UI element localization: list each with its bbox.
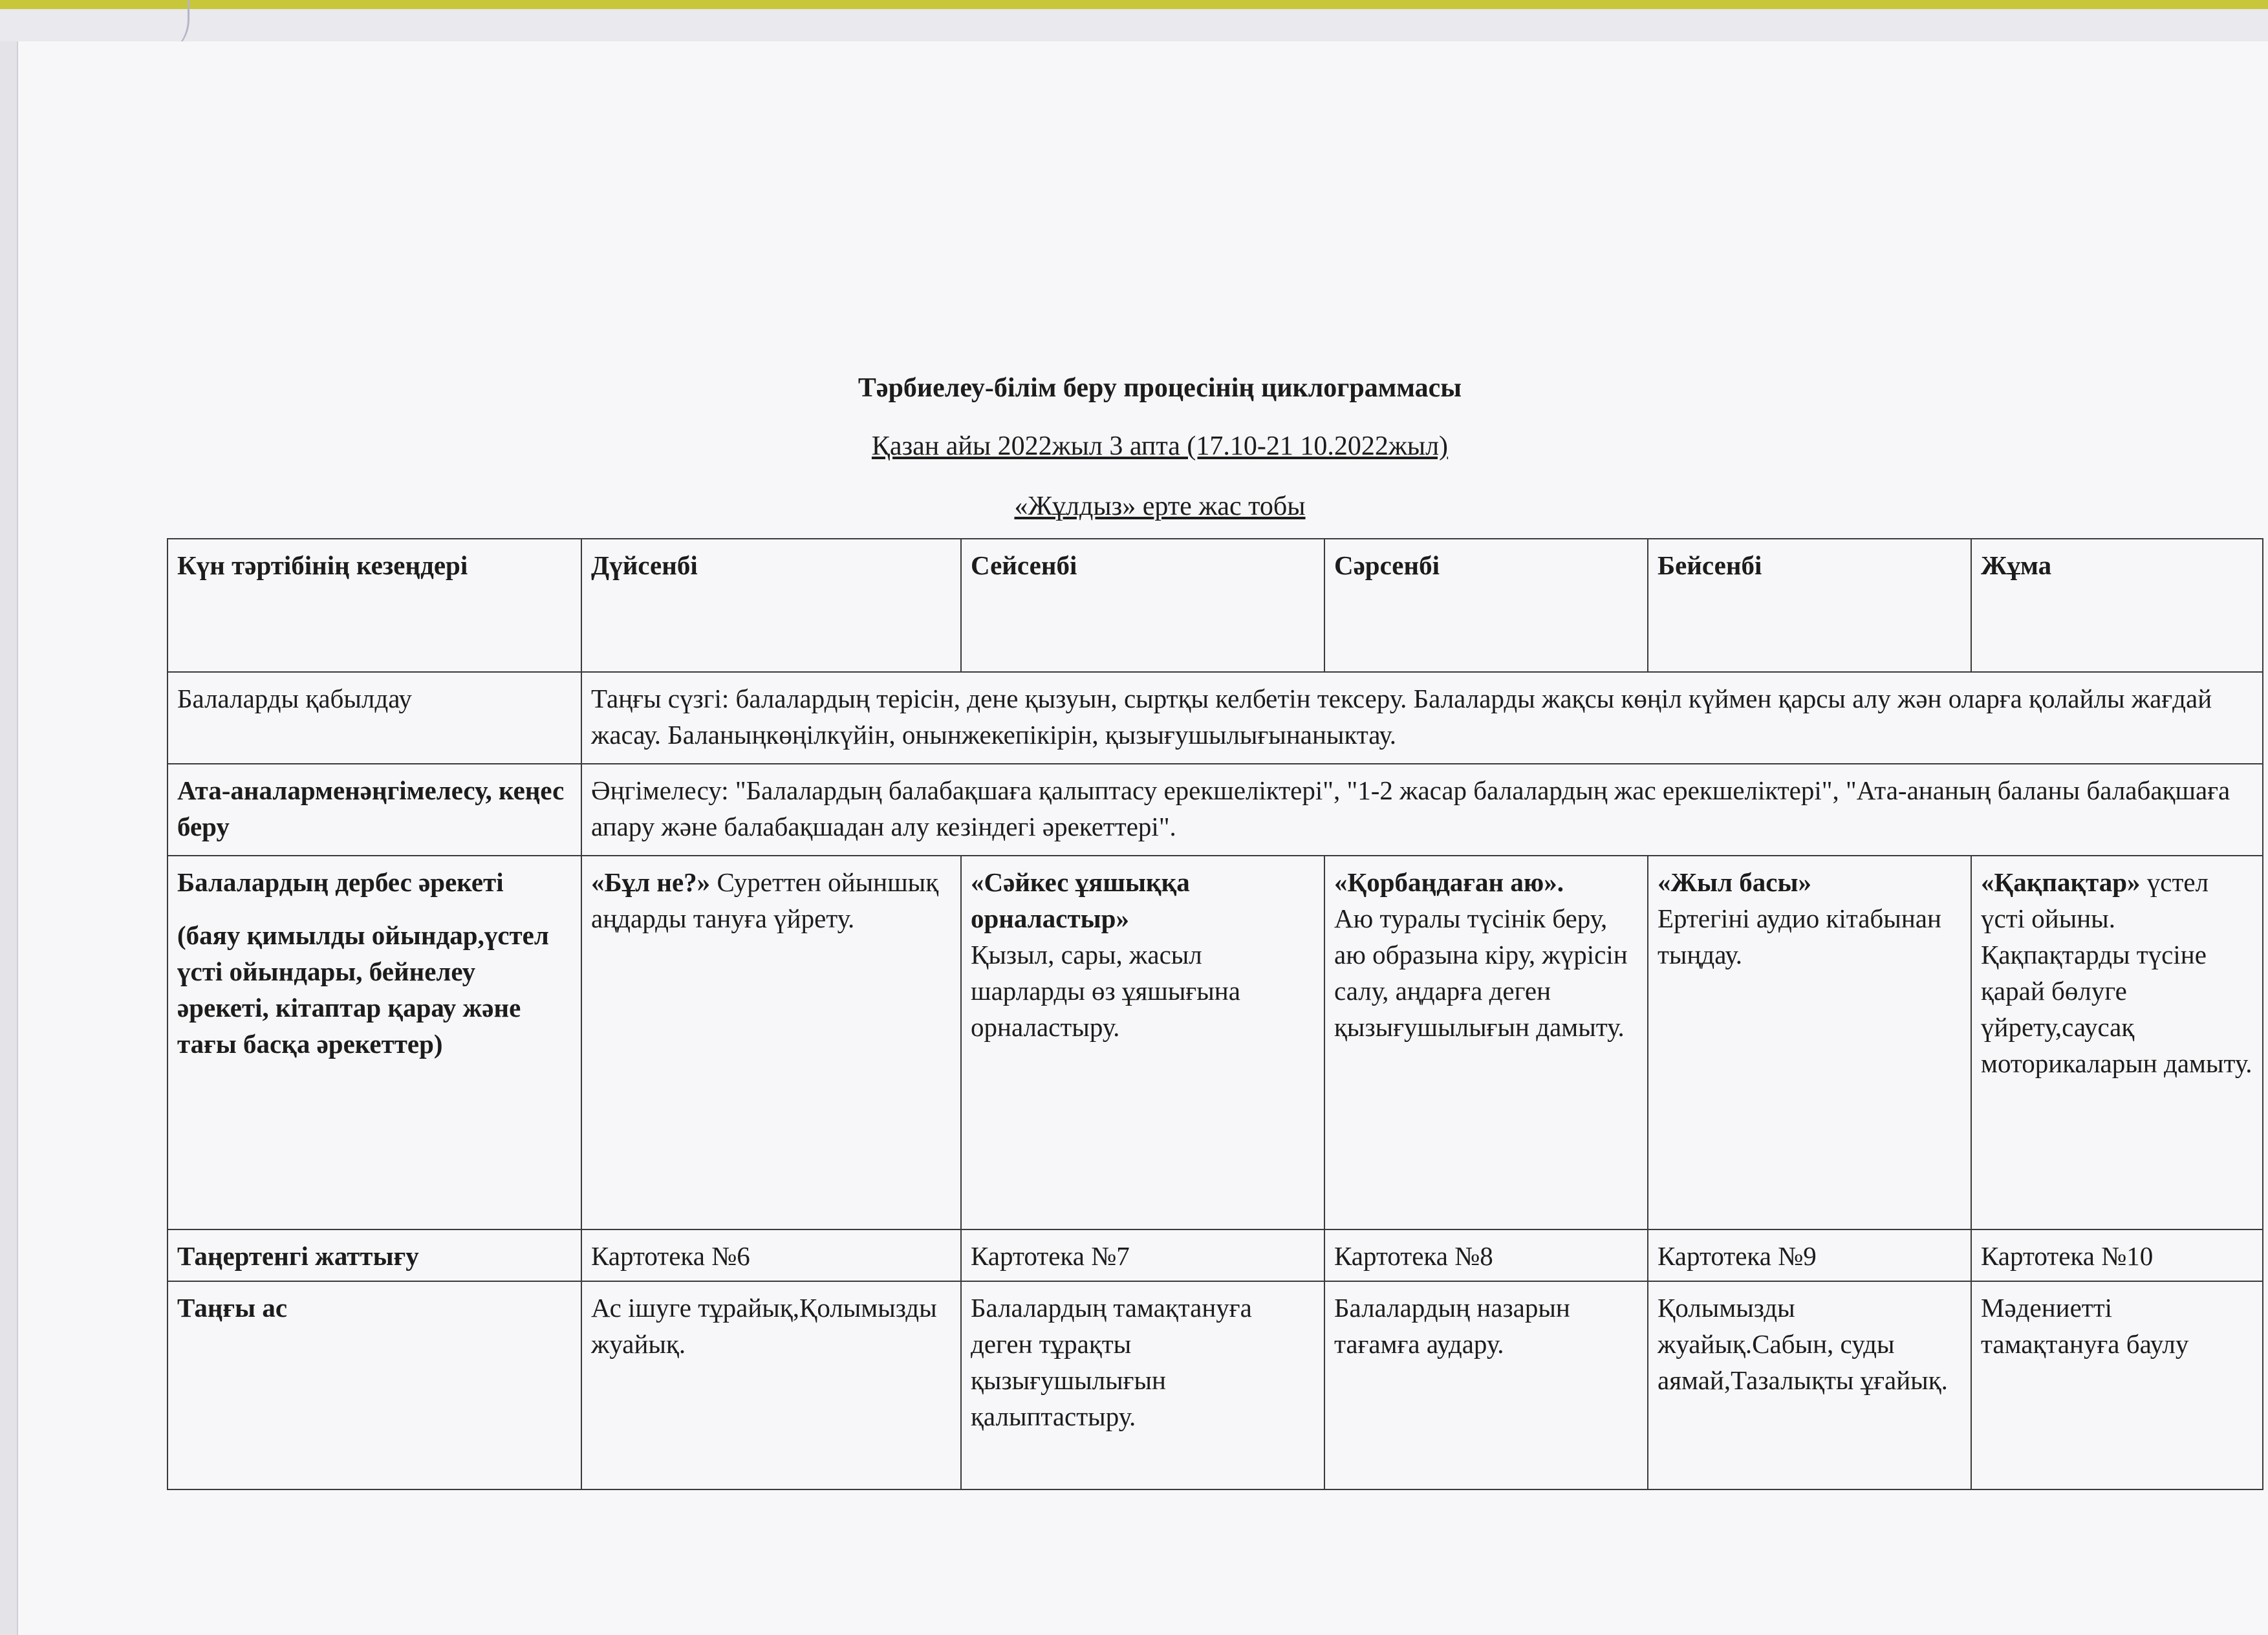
activity-wednesday [1324, 856, 1648, 1229]
header-day-friday: Жұма [1971, 539, 2263, 672]
breakfast-wednesday: Балалардың назарын тағамға аудару. [1324, 1281, 1648, 1489]
activity-title: «Жыл басы» [1658, 867, 1812, 897]
header-day-monday: Дүйсенбі [581, 539, 961, 672]
activity-text: Қызыл, сары, жасыл шарларды өз ұяшығына орналастыру. [971, 940, 1240, 1042]
activity-text: Суреттен ойыншық аңдарды тануға үйрету. [591, 867, 939, 933]
header-stage: Күн тәртібінің кезеңдері [167, 539, 581, 672]
document-group [26, 490, 2268, 523]
activity-tuesday [961, 856, 1324, 1229]
document-period [26, 430, 2268, 462]
cyclogram-table [167, 538, 2263, 1490]
breakfast-thursday: Қолымызды жуайық.Сабын, суды аямай,Тазалықты ұғайық. [1648, 1281, 1971, 1489]
activity-friday [1971, 856, 2263, 1229]
reception-text: Таңғы сүзгі: балалардың терісін, дене қызуын, сыртқы келбетін тексеру. Балаларды жақсы көңіл күймен қарсы алу жән оларға қолайлы жағдай жасау. Баланыңкөңілкүйін, онынжекепікірін, қызығушылығынаныктау. [581, 672, 2263, 764]
exercise-tuesday: Картотека №7 [961, 1229, 1324, 1281]
document-group-text: «Жұлдыз» ерте жас тобы [1014, 492, 1306, 521]
breakfast-friday: Мәдениетті тамақтануға баулу [1971, 1281, 2263, 1489]
reception-label: Балаларды қабылдау [167, 672, 581, 764]
table-row-parents [167, 764, 2263, 856]
activity-text: Ертегіні аудио кітабынан тыңдау. [1658, 904, 1941, 969]
activity-text: Аю туралы түсінік беру, аю образына кіру, жүрісін салу, аңдарға деген қызығушылығын дамыту. [1334, 904, 1628, 1042]
document-title: Тәрбиелеу-білім беру процесінің циклограммасы [858, 373, 1462, 403]
breakfast-label: Таңғы ас [167, 1281, 581, 1489]
exercise-friday: Картотека №10 [1971, 1229, 2263, 1281]
parents-label: Ата-аналарменәңгімелесу, кеңес беру [167, 764, 581, 856]
scan-border [0, 0, 2268, 9]
document-period-text: Қазан айы 2022жыл 3 апта (17.10-21 10.2022жыл) [871, 431, 1449, 461]
table-row-activity [167, 856, 2263, 1229]
activity-thursday [1648, 856, 1971, 1229]
table-row-reception [167, 672, 2263, 764]
activity-title: «Қорбаңдаған аю». [1334, 867, 1564, 897]
activity-note: (баяу қимылды ойындар,үстел үсті ойындары, бейнелеу әрекеті, кітаптар қарау және тағы басқа әрекеттер) [177, 920, 549, 1059]
exercise-wednesday: Картотека №8 [1324, 1229, 1648, 1281]
breakfast-tuesday: Балалардың тамақтануға деген тұрақты қызығушылығын қалыптастыру. [961, 1281, 1324, 1489]
exercise-label: Таңертенгі жаттығу [167, 1229, 581, 1281]
activity-title: «Бұл не?» [591, 867, 711, 897]
breakfast-monday: Ас ішуге тұрайық,Қолымызды жуайық. [581, 1281, 961, 1489]
header-day-thursday: Бейсенбі [1648, 539, 1971, 672]
activity-title: «Сәйкес ұяшыққа орналастыр» [971, 867, 1190, 933]
activity-label-cell [167, 856, 581, 1229]
activity-title: «Қақпақтар» [1981, 867, 2141, 897]
table-header-row [167, 539, 2263, 672]
header-day-wednesday: Сәрсенбі [1324, 539, 1648, 672]
exercise-monday: Картотека №6 [581, 1229, 961, 1281]
parents-text: Әңгімелесу: "Балалардың балабақшаға қалыптасу ерекшеліктері", "1-2 жасар балалардың жас ерекшеліктері", "Ата-ананың баланы балабақшаға апару және балабақшадан алу кезіндегі әрекеттері". [581, 764, 2263, 856]
activity-text: үстел үсті ойыны. Қақпақтарды түсіне қарай бөлуге үйрету,саусақ моторикаларын дамыту. [1981, 867, 2252, 1078]
activity-monday [581, 856, 961, 1229]
paper-edge [0, 41, 18, 1635]
table-row-exercise [167, 1229, 2263, 1281]
activity-label: Балалардың дербес әрекеті [177, 867, 504, 897]
exercise-thursday: Картотека №9 [1648, 1229, 1971, 1281]
header-day-tuesday: Сейсенбі [961, 539, 1324, 672]
table-row-breakfast [167, 1281, 2263, 1489]
